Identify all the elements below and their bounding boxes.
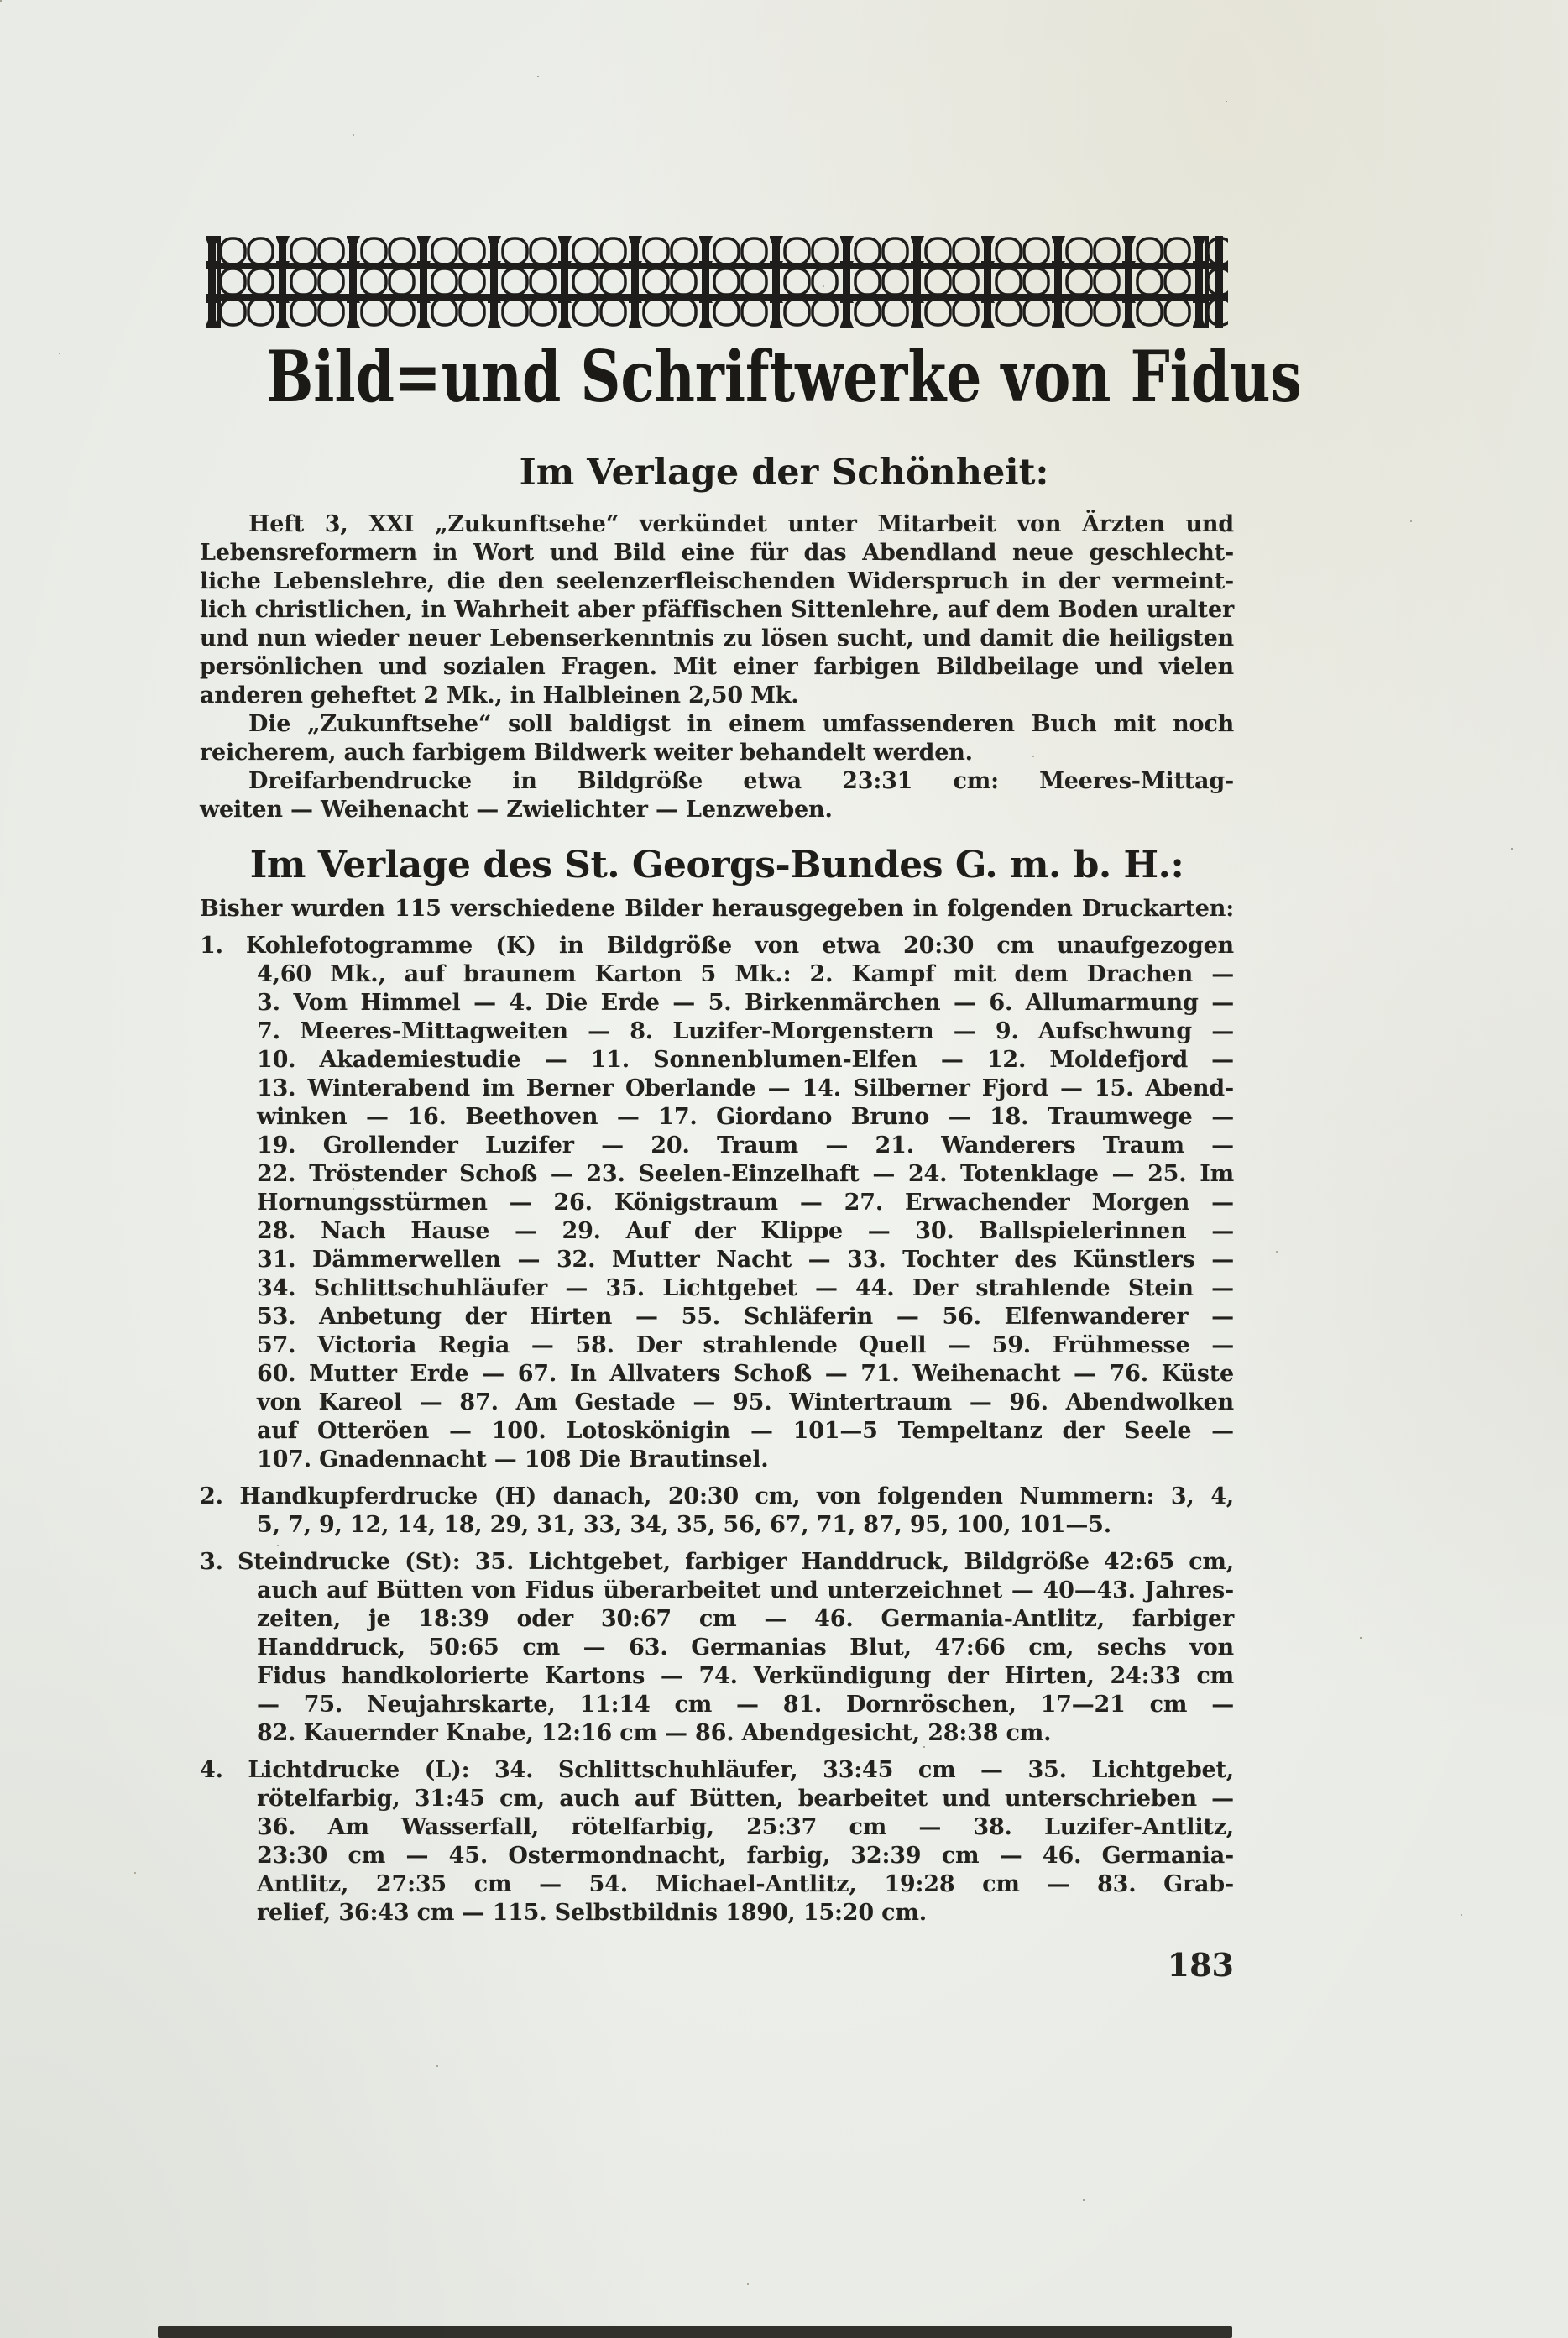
text-line: liche Lebenslehre, die den seelenzerfleischenden Widerspruch in der vermeint-: [200, 568, 1234, 594]
text-line: anderen geheftet 2 Mk., in Halbleinen 2,50 Mk.: [200, 683, 799, 709]
text-line: 13. Winterabend im Berner Oberlande — 14. Silberner Fjord — 15. Abend-: [257, 1075, 1234, 1101]
text-line: rötelfarbig, 31:45 cm, auch auf Bütten, bearbeitet und unterschrieben —: [257, 1786, 1234, 1812]
text-line: weiten — Weihenacht — Zwielichter — Lenzweben.: [200, 797, 833, 823]
druckart-item-lichtdrucke: [200, 1756, 1234, 1927]
text-line: 3. Vom Himmel — 4. Die Erde — 5. Birkenmärchen — 6. Allumarmung —: [257, 990, 1234, 1016]
scan-edge-artifact: [158, 2326, 1232, 2338]
text-line: zeiten, je 18:39 oder 30:67 cm — 46. Germania-Antlitz, farbiger: [257, 1606, 1234, 1632]
text-line: auch auf Bütten von Fidus überarbeitet und unterzeichnet — 40—43. Jahres-: [257, 1577, 1234, 1603]
text-line: Hornungsstürmen — 26. Königstraum — 27. Erwachender Morgen —: [257, 1190, 1234, 1216]
text-line: 34. Schlittschuhläufer — 35. Lichtgebet — 44. Der strahlende Stein —: [257, 1275, 1234, 1301]
page-number: 183: [1167, 1946, 1234, 1984]
intro-druckarten: Bisher wurden 115 verschiedene Bilder herausgegeben in folgenden Druckarten:: [200, 896, 1234, 922]
text-line: — 75. Neujahrskarte, 11:14 cm — 81. Dornröschen, 17—21 cm —: [257, 1692, 1234, 1718]
text-line: 53. Anbetung der Hirten — 55. Schläferin — 56. Elfenwanderer —: [257, 1304, 1234, 1330]
druckart-item-kohlefotogramme: [200, 932, 1234, 1474]
text-line: reicherem, auch farbigem Bildwerk weiter behandelt werden.: [200, 740, 973, 766]
text-line: 60. Mutter Erde — 67. In Allvaters Schoß — 71. Weihenacht — 76. Küste: [257, 1361, 1234, 1387]
text-line: 5, 7, 9, 12, 14, 18, 29, 31, 33, 34, 35, 56, 67, 71, 87, 95, 100, 101—5.: [257, 1512, 1111, 1538]
paragraph-dreifarbendrucke: [200, 767, 1234, 824]
text-line: auf Otteröen — 100. Lotoskönigin — 101—5 Tempeltanz der Seele —: [257, 1418, 1234, 1444]
text-line: 22. Tröstender Schoß — 23. Seelen-Einzelhaft — 24. Totenklage — 25. Im: [257, 1161, 1234, 1187]
border-pattern-svg: [206, 236, 1228, 328]
text-line: Handdruck, 50:65 cm — 63. Germanias Blut, 47:66 cm, sechs von: [257, 1635, 1234, 1661]
text-line: 82. Kauernder Knabe, 12:16 cm — 86. Abendgesicht, 28:38 cm.: [257, 1720, 1052, 1746]
text-line: 23:30 cm — 45. Ostermondnacht, farbig, 32:39 cm — 46. Germania-: [257, 1843, 1234, 1869]
paper-texture-specks: [0, 0, 2, 2]
paragraph-zukunftsehe-buch: [200, 710, 1234, 767]
text-line: und nun wieder neuer Lebenserkenntnis zu lösen sucht, und damit die heiligsten: [200, 625, 1234, 651]
page-title: Bild=und Schriftwerke von Fidus: [266, 336, 1302, 419]
text-line: Heft 3, XXI „Zukunftsehe“ verkündet unter Mitarbeit von Ärzten und: [248, 511, 1234, 537]
text-line: 10. Akademiestudie — 11. Sonnenblumen-Elfen — 12. Moldefjord —: [257, 1047, 1234, 1073]
text-line: 2. Handkupferdrucke (H) danach, 20:30 cm, von folgenden Nummern: 3, 4,: [200, 1483, 1234, 1509]
text-line: Dreifarbendrucke in Bildgröße etwa 23:31 cm: Meeres-Mittag-: [248, 768, 1234, 794]
text-line: Lebensreformern in Wort und Bild eine für das Abendland neue geschlecht-: [200, 540, 1234, 566]
section-heading-st-georgs-bund: Im Verlage des St. Georgs-Bundes G. m. b. H.:: [249, 844, 1184, 887]
text-block: [200, 510, 1234, 1927]
text-line: Die „Zukunftsehe“ soll baldigst in einem umfassenderen Buch mit noch: [248, 711, 1234, 737]
text-line: von Kareol — 87. Am Gestade — 95. Wintertraum — 96. Abendwolken: [257, 1389, 1234, 1415]
ornamental-border: [206, 236, 1228, 328]
text-line: lich christlichen, in Wahrheit aber pfäffischen Sittenlehre, auf dem Boden uralter: [200, 597, 1234, 623]
text-line: relief, 36:43 cm — 115. Selbstbildnis 1890, 15:20 cm.: [257, 1900, 927, 1926]
text-line: persönlichen und sozialen Fragen. Mit einer farbigen Bildbeilage und vielen: [200, 654, 1234, 680]
text-line: 4. Lichtdrucke (L): 34. Schlittschuhläufer, 33:45 cm — 35. Lichtgebet,: [200, 1757, 1234, 1783]
text-line: 36. Am Wasserfall, rötelfarbig, 25:37 cm — 38. Luzifer-Antlitz,: [257, 1814, 1234, 1840]
text-line: winken — 16. Beethoven — 17. Giordano Bruno — 18. Traumwege —: [257, 1104, 1234, 1130]
text-line: 4,60 Mk., auf braunem Karton 5 Mk.: 2. Kampf mit dem Drachen —: [257, 961, 1234, 987]
text-line: Antlitz, 27:35 cm — 54. Michael-Antlitz, 19:28 cm — 83. Grab-: [257, 1871, 1234, 1897]
section-heading-verlag-der-schoenheit: Im Verlage der Schönheit:: [519, 452, 1049, 494]
paragraph-zukunftsehe: [200, 510, 1234, 710]
text-line: 31. Dämmerwellen — 32. Mutter Nacht — 33. Tochter des Künstlers —: [257, 1247, 1234, 1273]
text-line: 19. Grollender Luzifer — 20. Traum — 21. Wanderers Traum —: [257, 1132, 1234, 1159]
druckart-item-steindrucke: [200, 1548, 1234, 1748]
text-line: 7. Meeres-Mittagweiten — 8. Luzifer-Morgenstern — 9. Aufschwung —: [257, 1018, 1234, 1044]
text-line: Fidus handkolorierte Kartons — 74. Verkündigung der Hirten, 24:33 cm: [257, 1663, 1234, 1689]
text-line: 57. Victoria Regia — 58. Der strahlende Quell — 59. Frühmesse —: [257, 1332, 1234, 1358]
text-line: 28. Nach Hause — 29. Auf der Klippe — 30. Ballspielerinnen —: [257, 1218, 1234, 1244]
text-line: 107. Gnadennacht — 108 Die Brautinsel.: [257, 1446, 769, 1472]
druckart-item-handkupferdrucke: [200, 1483, 1234, 1540]
text-line: 1. Kohlefotogramme (K) in Bildgröße von etwa 20:30 cm unaufgezogen: [200, 933, 1234, 959]
text-line: 3. Steindrucke (St): 35. Lichtgebet, farbiger Handdruck, Bildgröße 42:65 cm,: [200, 1549, 1234, 1575]
